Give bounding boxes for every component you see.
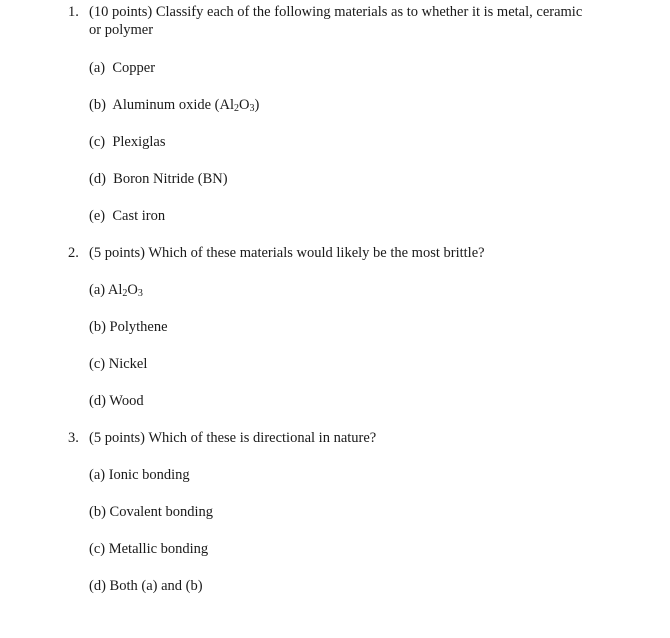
option-text: Plexiglas <box>112 134 166 150</box>
question-2-text: (5 points) Which of these materials would likely be the most brittle? <box>89 245 485 261</box>
option-text: Nickel <box>108 356 148 372</box>
option-label: (d) <box>89 393 106 409</box>
question-1-text-continued: or polymer <box>89 22 154 38</box>
option-text: Both (a) and (b) <box>109 578 203 594</box>
option-label: (d) <box>89 171 106 187</box>
question-3-option-b <box>89 503 213 521</box>
option-text: Wood <box>109 393 144 409</box>
option-label: (a) <box>89 282 106 298</box>
question-2-option-b <box>89 318 168 336</box>
option-text: Cast iron <box>112 208 166 224</box>
question-3-option-c <box>89 540 208 558</box>
question-2-option-d <box>89 392 144 410</box>
question-3-text: (5 points) Which of these is directional in nature? <box>89 430 377 446</box>
question-3-option-d <box>89 577 203 595</box>
question-1-option-b <box>89 96 259 118</box>
option-label: (c) <box>89 356 106 372</box>
option-label: (b) <box>89 319 106 335</box>
option-text: Polythene <box>109 319 168 335</box>
option-text: Copper <box>112 60 156 76</box>
question-1-option-d <box>89 170 228 188</box>
question-1-option-a <box>89 59 155 77</box>
question-1-number: 1. <box>68 4 79 20</box>
question-1-option-c <box>89 133 166 151</box>
option-label: (d) <box>89 578 106 594</box>
question-2-option-c <box>89 355 147 373</box>
option-label: (e) <box>89 208 106 224</box>
option-text: Metallic bonding <box>108 541 209 557</box>
question-3-option-a <box>89 466 190 484</box>
question-1-option-e <box>89 207 165 225</box>
option-text: $Al_2O_3$ <box>107 282 143 299</box>
option-label: (c) <box>89 541 106 557</box>
option-label: (b) <box>89 504 106 520</box>
option-text: Covalent bonding <box>109 504 214 520</box>
question-1-text: (10 points) Classify each of the following materials as to whether it is metal, ceramic <box>89 4 583 20</box>
option-label: (b) <box>89 97 106 113</box>
option-label: (a) <box>89 467 106 483</box>
question-3-number: 3. <box>68 430 79 446</box>
option-label: (a) <box>89 60 106 76</box>
question-2-number: 2. <box>68 245 79 261</box>
option-text: Boron Nitride (BN) <box>113 171 228 187</box>
option-text: Ionic bonding <box>108 467 190 483</box>
question-2-option-a <box>89 281 143 303</box>
option-label: (c) <box>89 134 106 150</box>
option-text: Aluminum oxide $(Al_2O_3)$ <box>112 97 260 114</box>
